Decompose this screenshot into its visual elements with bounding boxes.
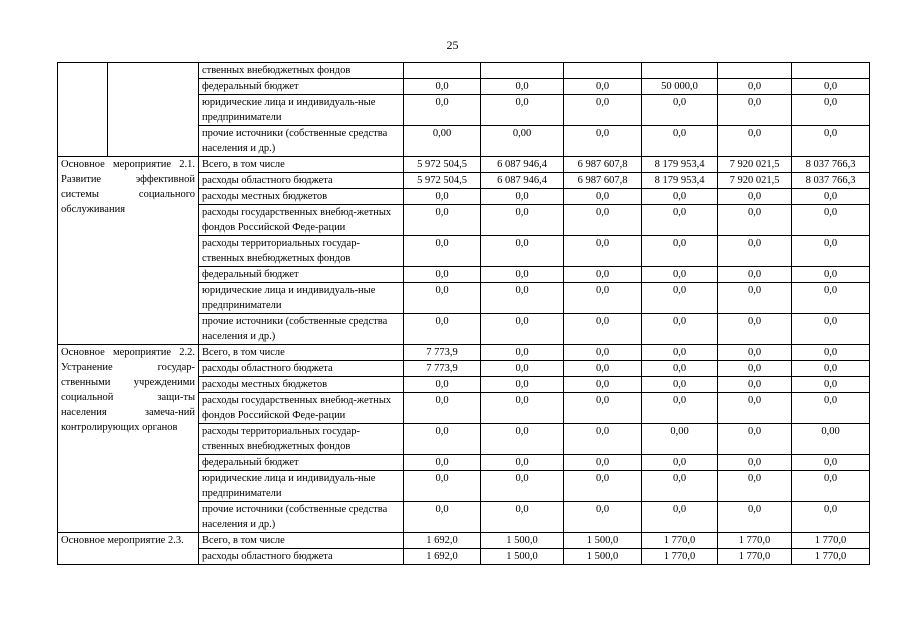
empty-cell <box>108 63 199 157</box>
value-cell: 6 987 607,8 <box>564 173 642 189</box>
value-cell: 0,0 <box>404 455 481 471</box>
value-cell: 0,0 <box>564 377 642 393</box>
value-cell: 0,0 <box>718 471 792 502</box>
value-cell: 0,0 <box>481 361 564 377</box>
value-cell: 0,0 <box>642 267 718 283</box>
value-cell: 0,0 <box>792 267 870 283</box>
value-cell: 0,0 <box>718 189 792 205</box>
value-cell: 1 692,0 <box>404 549 481 565</box>
value-cell: 0,0 <box>718 393 792 424</box>
value-cell: 0,0 <box>792 205 870 236</box>
value-cell: 0,0 <box>642 455 718 471</box>
value-cell: 7 773,9 <box>404 361 481 377</box>
empty-cell <box>58 63 108 157</box>
value-cell: 0,0 <box>564 345 642 361</box>
value-cell: 0,0 <box>564 361 642 377</box>
row-label: расходы областного бюджета <box>199 173 404 189</box>
value-cell: 6 987 607,8 <box>564 157 642 173</box>
value-cell: 0,0 <box>404 471 481 502</box>
value-cell: 0,0 <box>718 205 792 236</box>
value-cell: 0,0 <box>564 393 642 424</box>
value-cell: 0,0 <box>404 236 481 267</box>
value-cell <box>642 63 718 79</box>
row-label: расходы территориальных государ-ственных внебюджетных фондов <box>199 424 404 455</box>
value-cell: 0,0 <box>481 502 564 533</box>
value-cell: 0,0 <box>404 95 481 126</box>
row-label: прочие источники (собственные средства населения и др.) <box>199 502 404 533</box>
value-cell: 0,0 <box>404 267 481 283</box>
value-cell: 0,0 <box>481 79 564 95</box>
value-cell: 0,0 <box>481 377 564 393</box>
value-cell: 0,0 <box>481 393 564 424</box>
row-label: Всего, в том числе <box>199 157 404 173</box>
value-cell: 0,0 <box>642 377 718 393</box>
value-cell: 6 087 946,4 <box>481 157 564 173</box>
event-title: Основное мероприятие 2.3. <box>58 533 199 565</box>
value-cell: 8 037 766,3 <box>792 157 870 173</box>
value-cell: 1 770,0 <box>642 549 718 565</box>
value-cell: 0,0 <box>792 377 870 393</box>
value-cell: 0,0 <box>564 189 642 205</box>
value-cell: 0,0 <box>718 236 792 267</box>
value-cell: 0,0 <box>718 267 792 283</box>
value-cell: 0,0 <box>792 314 870 345</box>
value-cell: 0,0 <box>642 345 718 361</box>
value-cell: 0,0 <box>718 377 792 393</box>
value-cell: 7 920 021,5 <box>718 173 792 189</box>
row-label: Всего, в том числе <box>199 345 404 361</box>
value-cell: 0,0 <box>718 424 792 455</box>
value-cell: 0,00 <box>792 424 870 455</box>
value-cell: 1 770,0 <box>792 549 870 565</box>
row-label: расходы территориальных государ-ственных внебюджетных фондов <box>199 236 404 267</box>
value-cell: 0,0 <box>718 455 792 471</box>
value-cell: 0,0 <box>564 267 642 283</box>
row-label: федеральный бюджет <box>199 267 404 283</box>
value-cell: 0,0 <box>564 126 642 157</box>
value-cell <box>718 63 792 79</box>
value-cell: 0,0 <box>481 471 564 502</box>
value-cell: 0,0 <box>404 189 481 205</box>
value-cell: 0,0 <box>404 283 481 314</box>
value-cell: 0,0 <box>564 455 642 471</box>
value-cell: 1 500,0 <box>481 549 564 565</box>
value-cell: 0,0 <box>481 314 564 345</box>
value-cell: 0,0 <box>481 189 564 205</box>
value-cell: 0,0 <box>792 471 870 502</box>
row-label: федеральный бюджет <box>199 79 404 95</box>
row-label: прочие источники (собственные средства населения и др.) <box>199 314 404 345</box>
value-cell: 0,0 <box>564 95 642 126</box>
table-row <box>58 63 870 79</box>
value-cell: 0,0 <box>718 502 792 533</box>
value-cell: 0,0 <box>481 236 564 267</box>
table-row <box>58 157 870 173</box>
value-cell: 0,0 <box>718 361 792 377</box>
value-cell: 6 087 946,4 <box>481 173 564 189</box>
value-cell: 0,0 <box>564 283 642 314</box>
value-cell: 1 770,0 <box>642 533 718 549</box>
value-cell: 0,0 <box>718 79 792 95</box>
page-number: 25 <box>446 38 459 52</box>
value-cell: 7 773,9 <box>404 345 481 361</box>
value-cell: 0,0 <box>564 502 642 533</box>
value-cell: 0,0 <box>564 314 642 345</box>
row-label: расходы местных бюджетов <box>199 377 404 393</box>
value-cell: 0,0 <box>792 236 870 267</box>
value-cell: 1 500,0 <box>564 549 642 565</box>
value-cell: 0,0 <box>642 205 718 236</box>
row-label: расходы местных бюджетов <box>199 189 404 205</box>
value-cell: 0,0 <box>481 95 564 126</box>
value-cell <box>481 63 564 79</box>
event-title: Основное мероприятие 2.2. Устранение государ-ственными учрежденими социальной защи-ты населения замеча-ний контролирующих органов <box>58 345 199 533</box>
value-cell: 1 692,0 <box>404 533 481 549</box>
value-cell: 0,0 <box>404 205 481 236</box>
value-cell: 0,0 <box>792 189 870 205</box>
value-cell: 0,0 <box>642 126 718 157</box>
value-cell: 5 972 504,5 <box>404 157 481 173</box>
value-cell: 5 972 504,5 <box>404 173 481 189</box>
value-cell: 0,0 <box>642 393 718 424</box>
row-label: расходы областного бюджета <box>199 549 404 565</box>
value-cell <box>404 63 481 79</box>
value-cell: 8 179 953,4 <box>642 173 718 189</box>
value-cell: 0,0 <box>481 345 564 361</box>
value-cell: 0,0 <box>792 455 870 471</box>
value-cell: 0,0 <box>642 95 718 126</box>
value-cell: 0,0 <box>404 393 481 424</box>
value-cell: 0,0 <box>718 314 792 345</box>
value-cell: 0,0 <box>642 502 718 533</box>
value-cell: 7 920 021,5 <box>718 157 792 173</box>
value-cell: 0,00 <box>642 424 718 455</box>
row-label: расходы государственных внебюд-жетных фондов Российской Феде-рации <box>199 393 404 424</box>
row-label: юридические лица и индивидуаль-ные предприниматели <box>199 95 404 126</box>
value-cell: 50 000,0 <box>642 79 718 95</box>
table-row <box>58 345 870 361</box>
row-label: расходы государственных внебюд-жетных фондов Российской Феде-рации <box>199 205 404 236</box>
row-label: прочие источники (собственные средства населения и др.) <box>199 126 404 157</box>
value-cell: 8 037 766,3 <box>792 173 870 189</box>
value-cell: 0,0 <box>718 126 792 157</box>
value-cell <box>792 63 870 79</box>
row-label: юридические лица и индивидуаль-ные предприниматели <box>199 471 404 502</box>
value-cell <box>564 63 642 79</box>
row-label: ственных внебюджетных фондов <box>199 63 404 79</box>
value-cell: 0,0 <box>642 283 718 314</box>
value-cell: 0,0 <box>564 471 642 502</box>
value-cell: 1 500,0 <box>564 533 642 549</box>
value-cell: 0,00 <box>404 126 481 157</box>
value-cell: 0,0 <box>718 345 792 361</box>
value-cell: 0,0 <box>564 236 642 267</box>
value-cell: 0,0 <box>481 205 564 236</box>
value-cell: 8 179 953,4 <box>642 157 718 173</box>
value-cell: 1 770,0 <box>718 533 792 549</box>
value-cell: 0,00 <box>481 126 564 157</box>
value-cell: 0,0 <box>642 314 718 345</box>
funding-table <box>57 62 870 565</box>
value-cell: 0,0 <box>792 502 870 533</box>
row-label: федеральный бюджет <box>199 455 404 471</box>
value-cell: 0,0 <box>642 471 718 502</box>
value-cell: 0,0 <box>481 267 564 283</box>
value-cell: 0,0 <box>642 236 718 267</box>
value-cell: 0,0 <box>481 455 564 471</box>
value-cell: 0,0 <box>404 377 481 393</box>
value-cell: 0,0 <box>642 361 718 377</box>
value-cell: 1 500,0 <box>481 533 564 549</box>
value-cell: 0,0 <box>404 79 481 95</box>
value-cell: 0,0 <box>792 126 870 157</box>
value-cell: 0,0 <box>481 424 564 455</box>
value-cell: 0,0 <box>564 205 642 236</box>
value-cell: 0,0 <box>792 95 870 126</box>
value-cell: 0,0 <box>404 502 481 533</box>
value-cell: 0,0 <box>792 361 870 377</box>
value-cell: 0,0 <box>564 424 642 455</box>
value-cell: 0,0 <box>718 95 792 126</box>
row-label: юридические лица и индивидуаль-ные предприниматели <box>199 283 404 314</box>
value-cell: 0,0 <box>792 393 870 424</box>
value-cell: 0,0 <box>792 79 870 95</box>
value-cell: 0,0 <box>718 283 792 314</box>
value-cell: 0,0 <box>564 79 642 95</box>
value-cell: 1 770,0 <box>718 549 792 565</box>
event-title: Основное мероприятие 2.1. Развитие эффективной системы социального обслуживания <box>58 157 199 345</box>
table-row <box>58 533 870 549</box>
value-cell: 0,0 <box>642 189 718 205</box>
value-cell: 0,0 <box>481 283 564 314</box>
value-cell: 0,0 <box>792 283 870 314</box>
value-cell: 0,0 <box>792 345 870 361</box>
value-cell: 0,0 <box>404 314 481 345</box>
value-cell: 1 770,0 <box>792 533 870 549</box>
row-label: расходы областного бюджета <box>199 361 404 377</box>
row-label: Всего, в том числе <box>199 533 404 549</box>
value-cell: 0,0 <box>404 424 481 455</box>
